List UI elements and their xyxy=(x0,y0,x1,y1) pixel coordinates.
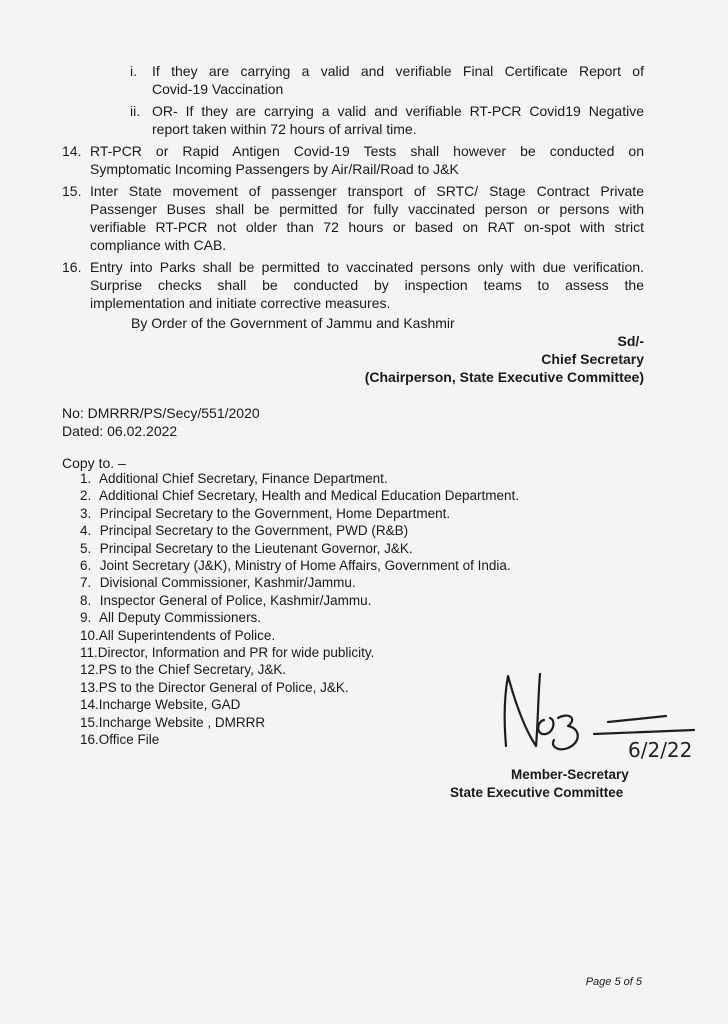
list-item: 1. Additional Chief Secretary, Finance Department. xyxy=(80,471,388,486)
handwritten-date: 6/2/22 xyxy=(628,738,693,762)
signatory-title: Chief Secretary xyxy=(541,351,644,367)
sub-item-i-line2: Covid-19 Vaccination xyxy=(152,81,284,97)
item-14-line1: RT-PCR or Rapid Antigen Covid-19 Tests shall however be conducted on xyxy=(90,143,644,159)
list-item: 3. Principal Secretary to the Government, Home Department. xyxy=(80,505,451,521)
item-15-line1: Inter State movement of passenger transport of SRTC/ Stage Contract Private xyxy=(90,183,644,199)
reference-number: No: DMRRR/PS/Secy/551/2020 xyxy=(62,405,260,421)
page-number: Page 5 of 5 xyxy=(585,976,642,988)
sub-item-ii-line2: report taken within 72 hours of arrival time. xyxy=(152,121,417,137)
committee-name: State Executive Committee xyxy=(450,785,624,800)
item-15-number: 15. xyxy=(62,183,82,199)
sub-item-ii-label: ii. xyxy=(130,103,141,119)
order-line: By Order of the Government of Jammu and Kashmir xyxy=(131,315,455,331)
list-item: 14.Incharge Website, GAD xyxy=(80,697,241,713)
list-item: 2. Additional Chief Secretary, Health and Medical Education Department. xyxy=(80,488,519,504)
list-item: 13.PS to the Director General of Police, J&K. xyxy=(80,679,349,695)
sub-item-i-label: i. xyxy=(130,63,137,79)
list-item: 11.Director, Information and PR for wide publicity. xyxy=(80,645,375,661)
item-14-line2: Symptomatic Incoming Passengers by Air/Rail/Road to J&K xyxy=(90,161,459,177)
copy-to-heading: Copy to. – xyxy=(62,455,126,471)
signatory-sd: Sd/- xyxy=(617,333,644,349)
list-item: 16.Office File xyxy=(80,732,160,748)
item-14-number: 14. xyxy=(62,143,82,159)
item-16-line2: Surprise checks shall be conducted by inspection teams to assess the xyxy=(90,277,644,293)
reference-date: Dated: 06.02.2022 xyxy=(62,423,178,439)
list-item: 12.PS to the Chief Secretary, J&K. xyxy=(80,662,287,678)
list-item: 6. Joint Secretary (J&K), Ministry of Home Affairs, Government of India. xyxy=(80,558,511,574)
item-15-line4: compliance with CAB. xyxy=(90,237,227,253)
list-item: 9. All Deputy Commissioners. xyxy=(80,610,262,626)
item-16-line1: Entry into Parks shall be permitted to vaccinated persons only with due verification. xyxy=(90,259,644,275)
item-15-line3: verifiable RT-PCR not older than 72 hours or based on RAT on-spot with strict xyxy=(90,219,644,235)
sub-item-ii-line1: OR- If they are carrying a valid and verifiable RT-PCR Covid19 Negative xyxy=(152,103,644,119)
list-item: 4. Principal Secretary to the Government, PWD (R&B) xyxy=(80,523,409,539)
list-item: 5. Principal Secretary to the Lieutenant Governor, J&K. xyxy=(80,540,413,556)
member-secretary-title: Member-Secretary xyxy=(511,767,629,782)
signatory-role: (Chairperson, State Executive Committee) xyxy=(364,369,644,385)
sub-item-i-line1: If they are carrying a valid and verifiable Final Certificate Report of xyxy=(152,63,644,79)
list-item: 8. Inspector General of Police, Kashmir/Jammu. xyxy=(80,592,372,608)
list-item: 7. Divisional Commissioner, Kashmir/Jammu. xyxy=(80,575,356,591)
list-item: 10.All Superintendents of Police. xyxy=(80,627,276,643)
list-item: 15.Incharge Website , DMRRR xyxy=(80,714,266,730)
item-16-number: 16. xyxy=(62,259,82,275)
item-16-line3: implementation and initiate corrective measures. xyxy=(90,295,391,311)
item-15-line2: Passenger Buses shall be permitted for fully vaccinated person or persons with xyxy=(90,201,644,217)
copy-to-list xyxy=(80,470,519,749)
